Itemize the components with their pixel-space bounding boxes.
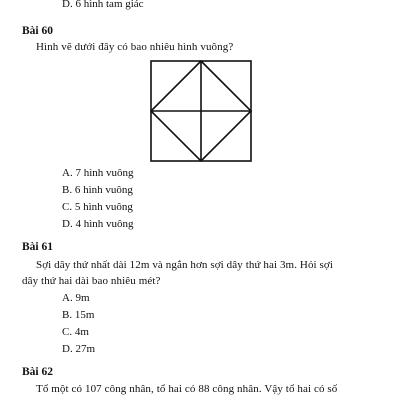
- heading-bai-60: Bài 60: [22, 25, 53, 37]
- bai60-option-b: B. 6 hình vuông: [62, 184, 133, 196]
- bai60-option-d: D. 4 hình vuông: [62, 218, 134, 230]
- bai60-option-a: A. 7 hình vuông: [62, 167, 134, 179]
- bai61-option-b: B. 15m: [62, 309, 95, 321]
- bai60-option-c: C. 5 hình vuông: [62, 201, 133, 213]
- bai61-option-d: D. 27m: [62, 343, 95, 355]
- bai61-option-a: A. 9m: [62, 292, 90, 304]
- question-bai-62-line1: Tổ một có 107 công nhân, tổ hai có 88 công nhân. Vậy tổ hai có số: [36, 383, 338, 395]
- square-figure: [150, 60, 252, 162]
- question-bai-60: Hình vẽ dưới đây có bao nhiêu hình vuông?: [36, 41, 234, 53]
- prev-option-d: D. 6 hình tam giác: [62, 0, 144, 10]
- question-bai-61-line2: dây thứ hai dài bao nhiêu mét?: [22, 275, 161, 287]
- bai61-option-c: C. 4m: [62, 326, 89, 338]
- question-bai-61-line1: Sợi dây thứ nhất dài 12m và ngắn hơn sợi dây thứ hai 3m. Hỏi sợi: [36, 259, 334, 271]
- heading-bai-62: Bài 62: [22, 366, 53, 378]
- heading-bai-61: Bài 61: [22, 241, 53, 253]
